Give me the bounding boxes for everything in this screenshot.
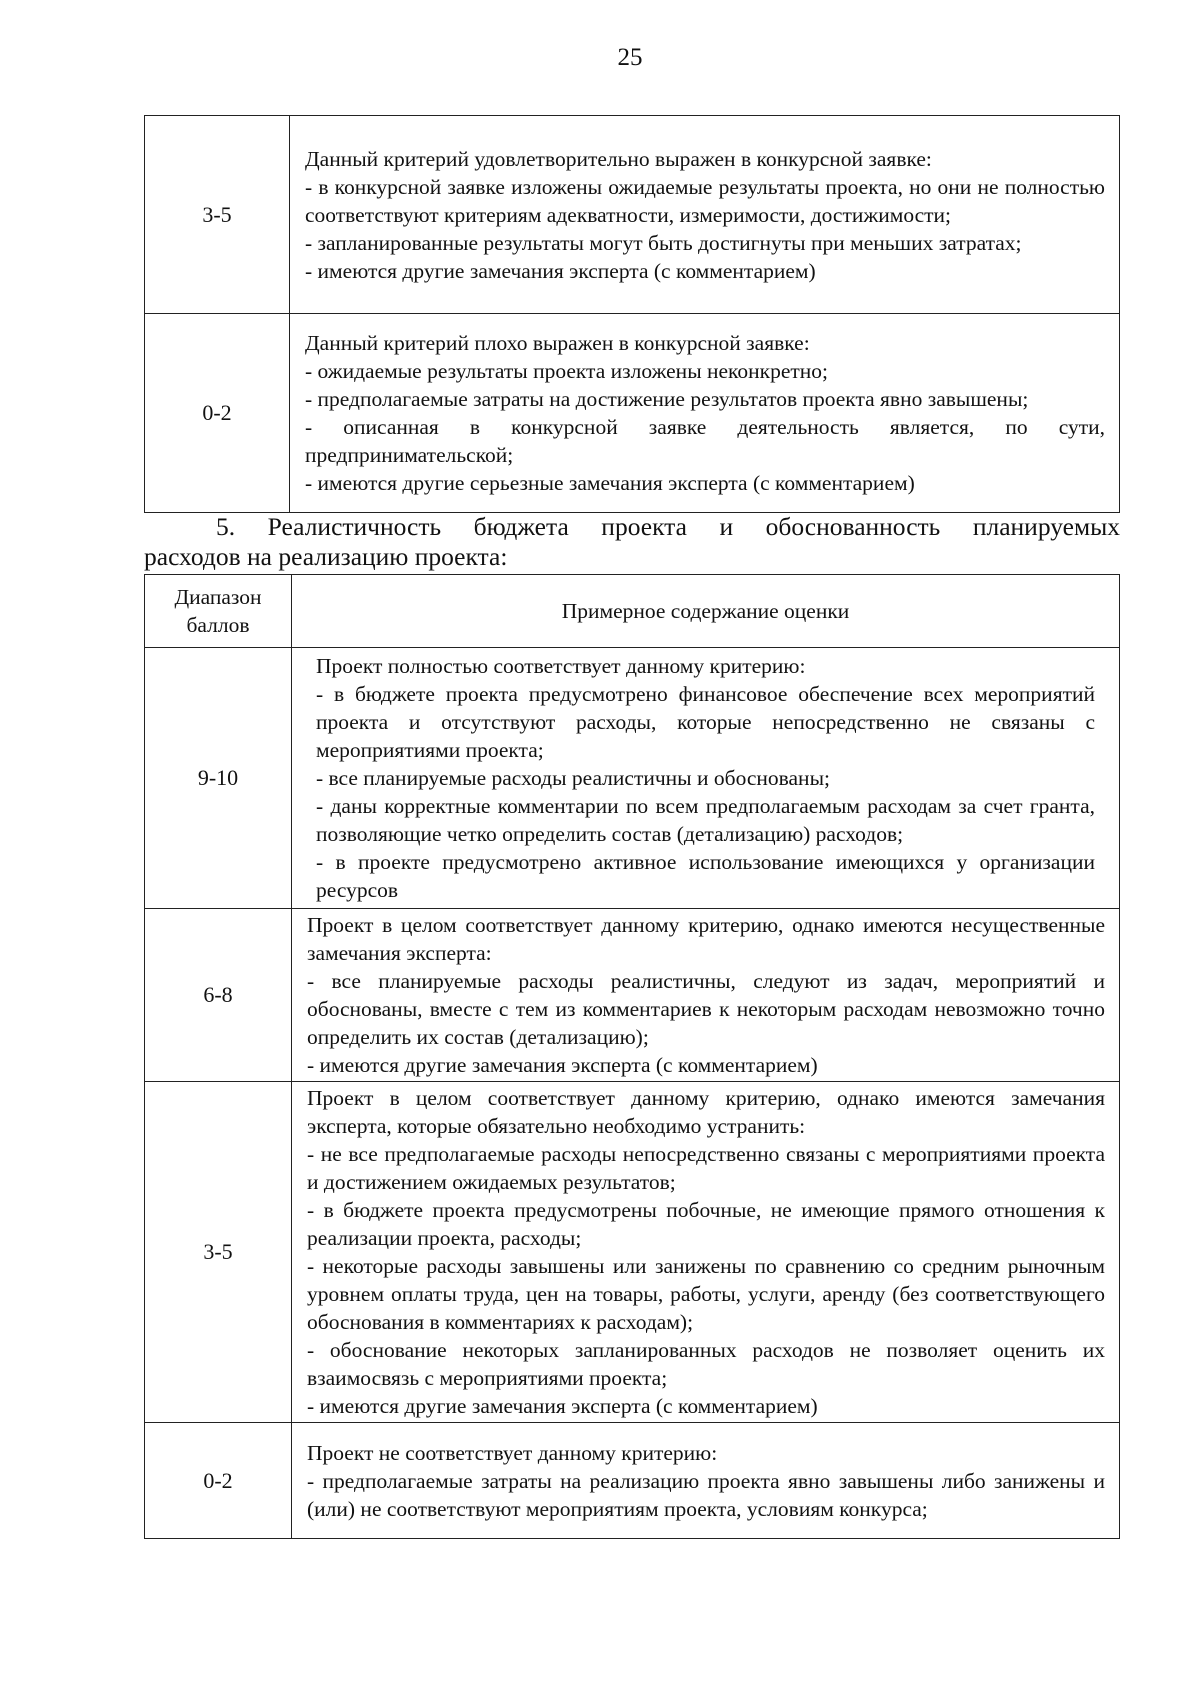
description-line: - все планируемые расходы реалистичны и обоснованы; <box>316 766 830 790</box>
description-line: Проект не соответствует данному критерию: <box>307 1440 718 1465</box>
description-cell <box>292 1423 1120 1539</box>
description-line: - все планируемые расходы реалистичны, следуют из задач, мероприятий и обоснованы, вместе с тем из комментариев к некоторым расходам невозможно точно определить их состав (детализацию); <box>307 969 1105 1049</box>
description-line: - в конкурсной заявке изложены ожидаемые результаты проекта, но они не полностью соответствуют критериям адекватности, измеримости, достижимости; <box>305 174 1105 227</box>
table-header-row <box>145 575 1120 648</box>
description-line: Данный критерий плохо выражен в конкурсной заявке: <box>305 331 810 355</box>
criteria-table-4-continued <box>144 115 1120 513</box>
table-row <box>145 314 1120 513</box>
score-range-cell: 3-5 <box>145 1082 292 1423</box>
description-line: Данный критерий удовлетворительно выражен в конкурсной заявке: <box>305 146 932 171</box>
table-row <box>145 648 1120 909</box>
criteria-table-5 <box>144 574 1120 1539</box>
description-line: Проект полностью соответствует данному критерию: <box>316 654 806 678</box>
table-row <box>145 1423 1120 1539</box>
description-line: - имеются другие замечания эксперта (с комментарием) <box>305 258 816 283</box>
description-line: - в бюджете проекта предусмотрено финансовое обеспечение всех мероприятий проекта и отсутствуют расходы, которые непосредственно не связаны с мероприятиями проекта; <box>316 682 1095 762</box>
description-line: - в проекте предусмотрено активное использование имеющихся у организации ресурсов <box>316 850 1095 902</box>
description-line: - обоснование некоторых запланированных расходов не позволяет оценить их взаимосвязь с мероприятиями проекта; <box>307 1338 1105 1390</box>
score-range-cell: 3-5 <box>145 116 290 314</box>
section-heading <box>144 512 1120 572</box>
description-line: - в бюджете проекта предусмотрены побочные, не имеющие прямого отношения к реализации проекта, расходы; <box>307 1198 1105 1250</box>
description-cell <box>290 116 1120 314</box>
description-line: - имеются другие замечания эксперта (с комментарием) <box>307 1394 818 1418</box>
page-number: 25 <box>617 44 643 71</box>
table-row <box>145 116 1120 314</box>
range-column-header: Диапазон баллов <box>145 575 292 648</box>
score-range-cell: 6-8 <box>145 909 292 1082</box>
table-row <box>145 1082 1120 1423</box>
score-range-cell: 0-2 <box>145 314 290 513</box>
score-range-cell: 0-2 <box>145 1423 292 1539</box>
description-cell <box>292 648 1120 909</box>
description-line: - запланированные результаты могут быть достигнуты при меньших затратах; <box>305 230 1022 255</box>
score-range-cell: 9-10 <box>145 648 292 909</box>
description-line: Проект в целом соответствует данному критерию, однако имеются замечания эксперта, которые обязательно необходимо устранить: <box>307 1086 1105 1138</box>
description-cell <box>292 1082 1120 1423</box>
section-heading-line-2: расходов на реализацию проекта: <box>144 542 508 571</box>
table-row <box>145 909 1120 1082</box>
description-line: - имеются другие серьезные замечания эксперта (с комментарием) <box>305 471 915 495</box>
content-column-header: Примерное содержание оценки <box>292 575 1120 648</box>
description-line: Проект в целом соответствует данному критерию, однако имеются несущественные замечания эксперта: <box>307 913 1105 965</box>
description-line: - даны корректные комментарии по всем предполагаемым расходам за счет гранта, позволяющие четко определить состав (детализацию) расходов; <box>316 794 1095 846</box>
description-line: - имеются другие замечания эксперта (с комментарием) <box>307 1053 818 1077</box>
description-cell <box>290 314 1120 513</box>
description-line: - не все предполагаемые расходы непосредственно связаны с мероприятиями проекта и достижением ожидаемых результатов; <box>307 1142 1105 1194</box>
description-cell <box>292 909 1120 1082</box>
description-line: - некоторые расходы завышены или занижены по сравнению со средним рыночным уровнем оплаты труда, цен на товары, работы, услуги, аренду (без соответствующего обоснования в комментариях к расходам); <box>307 1254 1105 1334</box>
description-line: - ожидаемые результаты проекта изложены неконкретно; <box>305 359 829 383</box>
description-line: - предполагаемые затраты на достижение результатов проекта явно завышены; <box>305 387 1029 411</box>
description-line: - предполагаемые затраты на реализацию проекта явно завышены либо занижены и (или) не соответствуют мероприятиям проекта, условиям конкурса; <box>307 1468 1105 1521</box>
description-line: - описанная в конкурсной заявке деятельность является, по сути, предпринимательской; <box>305 415 1105 467</box>
section-heading-line-1: 5. Реалистичность бюджета проекта и обоснованность планируемых <box>216 512 1120 541</box>
